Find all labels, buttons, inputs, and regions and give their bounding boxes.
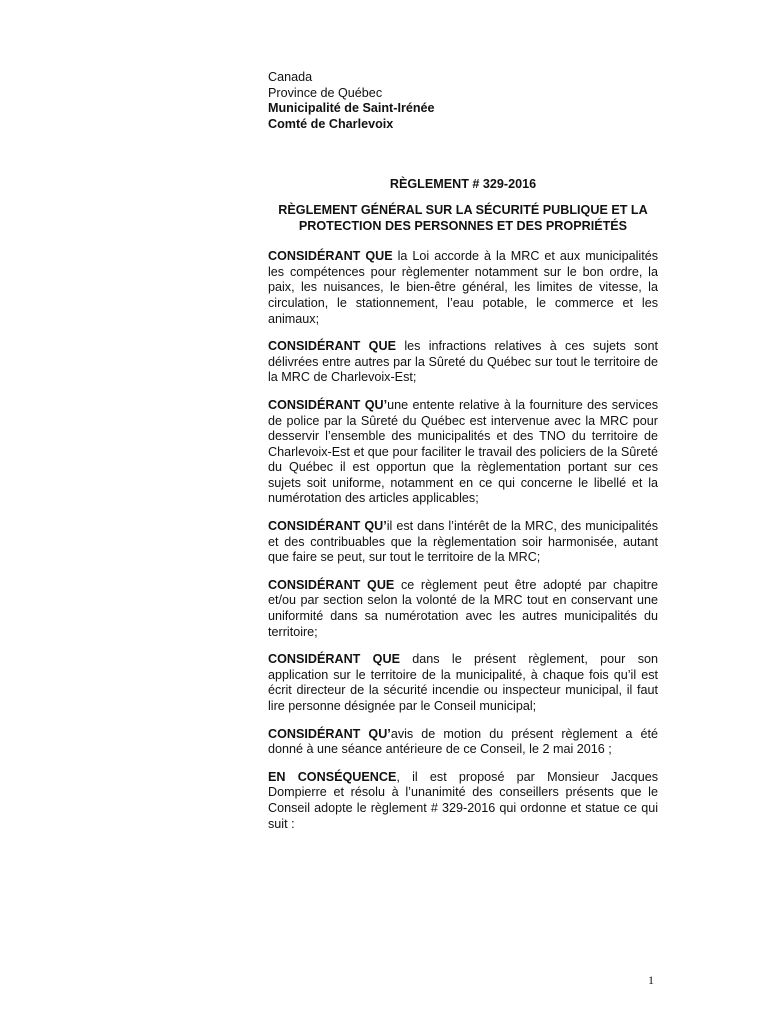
considerant-paragraph-5 (268, 578, 658, 640)
bylaw-title: RÈGLEMENT # 329-2016 (389, 177, 537, 192)
page-number: 1 (648, 973, 654, 987)
paragraph-text: dans le présent règlement, pour son application sur le territoire de la municipalité, à chaque fois qu’il est écrit directeur de la sécurité incendie ou inspecteur municipal, il faut lire personne désignée par le Conseil municipal; (268, 652, 658, 713)
considerant-paragraph-3 (268, 398, 658, 507)
document-header (268, 70, 658, 132)
header-province: Province de Québec (268, 85, 383, 100)
paragraph-text: la Loi accorde à la MRC et aux municipalités les compétences pour règlementer notamment sur le bon ordre, la paix, les nuisances, le bien-être général, les limites de vitesse, la circulation, le stationnement, l’eau potable, le commerce et les animaux; (268, 249, 658, 326)
paragraph-text: une entente relative à la fourniture des services de police par la Sûreté du Québec est intervenue avec la MRC pour desservir l’ensemble des municipalités et des TNO du territoire de Charlevoix-Est et que pour faciliter le travail des policiers de la Sûreté du Québec il est opportun que la règlementation portant sur ces sujets soit uniforme, notamment en ce qui concerne le libellé et la numérotation des articles applicables; (268, 397, 658, 506)
considerant-paragraph-6 (268, 652, 658, 714)
considerant-paragraph-2 (268, 339, 658, 386)
paragraph-text: , il est proposé par Monsieur Jacques Dompierre et résolu à l’unanimité des conseillers présents que le Conseil adopte le règlement # 329-2016 qui ordonne et statue ce qui suit : (268, 769, 658, 831)
paragraph-lead: CONSIDÉRANT QU’ (268, 726, 391, 741)
paragraph-lead: CONSIDÉRANT QUE (268, 339, 396, 354)
paragraph-lead: CONSIDÉRANT QUE (268, 652, 400, 667)
header-municipality: Municipalité de Saint-Irénée (268, 101, 435, 116)
paragraph-text: ce règlement peut être adopté par chapitre et/ou par section selon la volonté de la MRC tout en conservant une uniformité dans sa numérotation avec les autres municipalités du territoire; (268, 577, 658, 639)
paragraph-text: les infractions relatives à ces sujets sont délivrées entre autres par la Sûreté du Québec sur tout le territoire de la MRC de Charlevoix-Est; (268, 339, 658, 385)
considerant-paragraph-7 (268, 727, 658, 758)
paragraph-text: il est dans l’intérêt de la MRC, des municipalités et des contribuables que la règlementation soir harmonisée, autant que faire se peut, sur tout le territoire de la MRC; (268, 519, 658, 565)
bylaw-subtitle: RÈGLEMENT GÉNÉRAL SUR LA SÉCURITÉ PUBLIQUE ET LA PROTECTION DES PERSONNES ET DES PROPRIÉTÉS (278, 202, 648, 233)
consequence-paragraph (268, 770, 658, 832)
paragraph-lead: EN CONSÉQUENCE (268, 769, 397, 784)
header-country: Canada (268, 70, 313, 84)
considerant-paragraph-1 (268, 249, 658, 327)
paragraph-text: avis de motion du présent règlement a été donné à une séance antérieure de ce Conseil, le 2 mai 2016 ; (268, 726, 658, 757)
considerant-paragraph-4 (268, 519, 658, 566)
paragraph-lead: CONSIDÉRANT QU’ (268, 519, 387, 534)
paragraph-lead: CONSIDÉRANT QU’ (268, 397, 388, 412)
paragraph-lead: CONSIDÉRANT QUE (268, 577, 395, 592)
header-county: Comté de Charlevoix (268, 116, 394, 131)
paragraph-lead: CONSIDÉRANT QUE (268, 249, 393, 264)
document-page (268, 70, 658, 832)
